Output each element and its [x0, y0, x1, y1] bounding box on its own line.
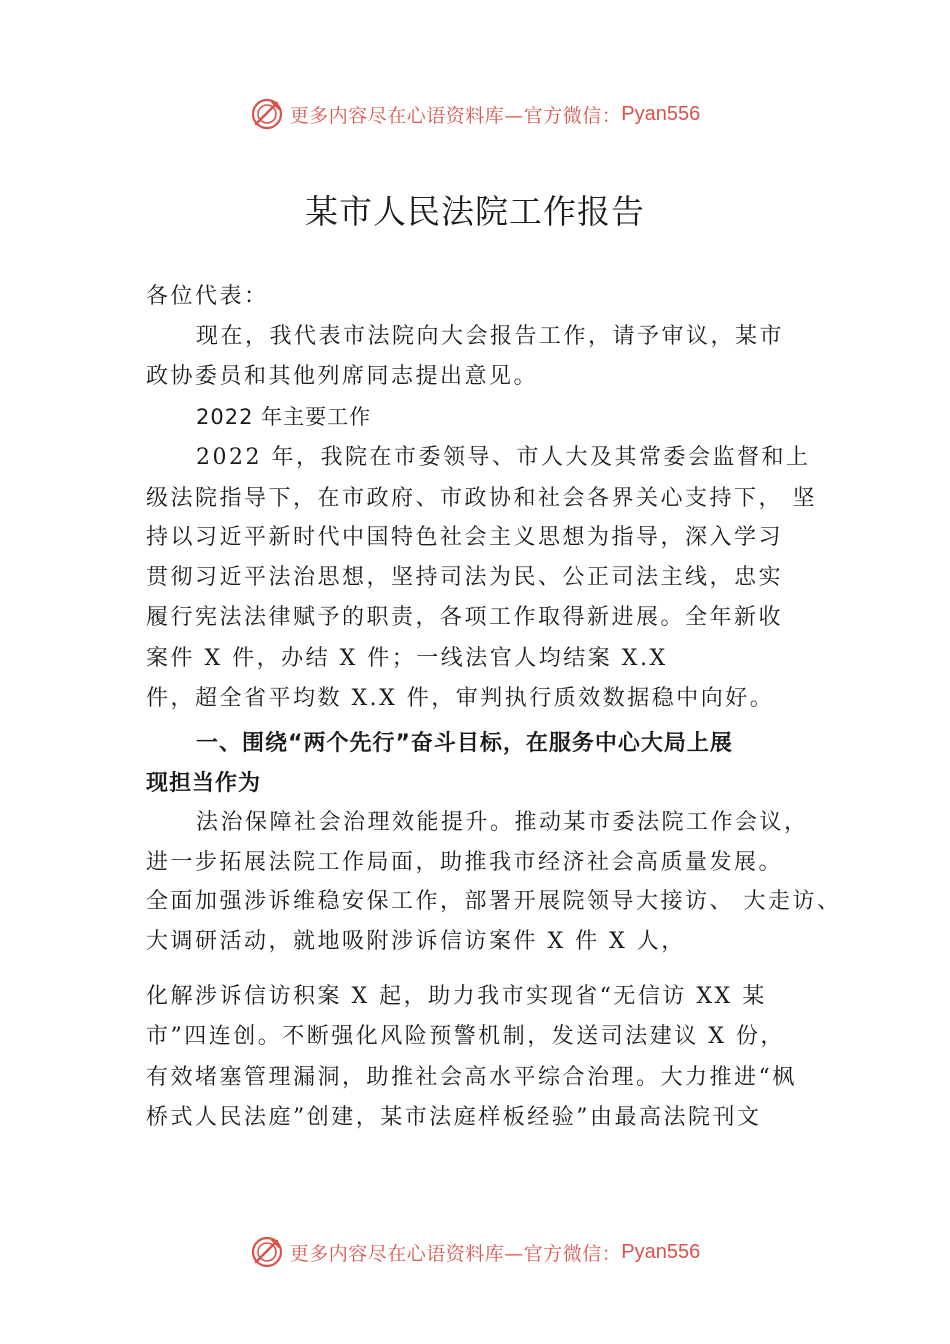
paragraph-line: 案件 X 件，办结 X 件；一线法官人均结案 X.X [146, 646, 668, 671]
paragraph-line: 履行宪法法律赋予的职责，各项工作取得新进展。全年新收 [146, 605, 784, 630]
paragraph-line: 桥式人民法庭”创建，某市法庭样板经验”由最高法院刊文 [146, 1105, 762, 1130]
paragraph-line: 化解涉诉信访积案 X 起，助力我市实现省“无信访 XX 某 [146, 984, 767, 1009]
paragraph-line: 贯彻习近平法治思想，坚持司法为民、公正司法主线，忠实 [146, 565, 784, 590]
section-heading: 一、围绕“两个先行”奋斗目标，在服务中心大局上展 [196, 731, 733, 756]
library-logo-icon [250, 1235, 284, 1269]
banner-wechat-id: Pyan556 [621, 1240, 701, 1263]
paragraph-line: 市”四连创。不断强化风险预警机制，发送司法建议 X 份， [146, 1024, 785, 1049]
section-heading-continued: 现担当作为 [146, 771, 262, 796]
banner-text: 更多内容尽在心语资料库—官方微信： [289, 104, 622, 127]
library-logo-icon [250, 97, 284, 131]
paragraph-line: 全面加强涉诉维稳安保工作，部署开展院领导大接访、 大走访、 [146, 889, 842, 914]
paragraph-line: 级法院指导下，在市政府、市政协和社会各界关心支持下， 坚 [146, 486, 817, 511]
banner-wechat-id: Pyan556 [621, 102, 701, 125]
salutation: 各位代表： [146, 284, 269, 309]
paragraph-line: 2022 年，我院在市委领导、市人大及其常委会监督和上 [196, 445, 811, 470]
paragraph-line: 持以习近平新时代中国特色社会主义思想为指导，深入学习 [146, 525, 784, 550]
paragraph-line: 法治保障社会治理效能提升。推动某市委法院工作会议， [196, 810, 809, 835]
paragraph-line: 件，超全省平均数 X.X 件，审判执行质效数据稳中向好。 [146, 686, 775, 711]
header-watermark-banner [0, 94, 950, 134]
banner-text: 更多内容尽在心语资料库—官方微信： [289, 1242, 622, 1265]
paragraph-line: 进一步拓展法院工作局面，助推我市经济社会高质量发展。 [146, 850, 784, 875]
document-title: 某市人民法院工作报告 [305, 192, 645, 231]
paragraph-line: 有效堵塞管理漏洞，助推社会高水平综合治理。大力推进“枫 [146, 1065, 797, 1090]
paragraph-line: 现在，我代表市法院向大会报告工作，请予审议，某市 [196, 324, 785, 349]
footer-watermark-banner [0, 1232, 950, 1272]
section-heading: 2022 年主要工作 [196, 405, 372, 429]
paragraph-line: 政协委员和其他列席同志提出意见。 [146, 364, 539, 389]
paragraph-line: 大调研活动，就地吸附涉诉信访案件 X 件 X 人， [146, 929, 686, 954]
